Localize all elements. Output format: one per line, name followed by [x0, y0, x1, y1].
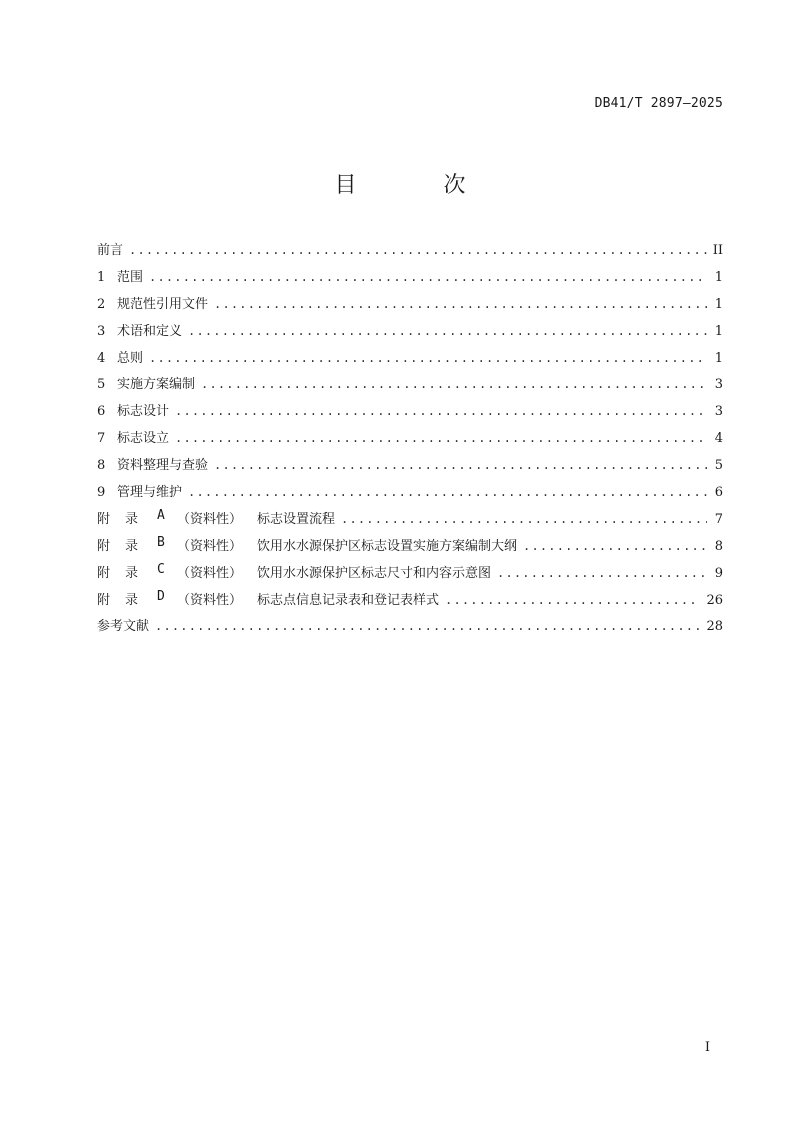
toc-leader-dots: [445, 593, 700, 607]
page-number: I: [704, 1040, 710, 1055]
toc-entry[interactable]: [97, 427, 723, 454]
toc-entry-number: 5: [97, 377, 106, 393]
annex-word-fu: 附: [97, 592, 111, 608]
annex-prefix: [97, 589, 257, 608]
toc-annex-entry[interactable]: [97, 589, 723, 616]
toc-entry-label: 管理与维护: [117, 485, 183, 501]
toc-entry[interactable]: [97, 481, 723, 508]
toc-annex-entry[interactable]: [97, 535, 723, 562]
toc-entry[interactable]: [97, 266, 723, 293]
annex-word-lu: 录: [125, 538, 139, 554]
toc-entry[interactable]: [97, 400, 723, 427]
toc-entry-references[interactable]: [97, 615, 723, 642]
annex-letter: D: [157, 588, 165, 604]
toc-entry-page: 6: [714, 485, 723, 501]
toc-leader-dots: [214, 458, 707, 472]
toc-entry-label: 术语和定义: [117, 323, 183, 339]
toc-entry-label: 标志设计: [117, 404, 170, 420]
annex-prefix: [97, 562, 257, 581]
annex-word-lu: 录: [125, 511, 139, 527]
toc-leader-dots: [214, 297, 707, 311]
toc-entry-label: 参考文献: [97, 619, 150, 635]
toc-entry-page: 3: [714, 404, 723, 420]
toc-entry-label: 规范性引用文件: [117, 296, 209, 312]
toc-entry-foreword[interactable]: [97, 239, 723, 266]
toc-entry-label: 前言: [97, 243, 124, 258]
toc-entry-number: 8: [97, 458, 106, 474]
toc-leader-dots: [188, 324, 707, 338]
toc-leader-dots: [149, 270, 707, 284]
toc-leader-dots: [497, 566, 707, 580]
annex-kind: （资料性）: [177, 511, 243, 527]
toc-entry-label: 标志点信息记录表和登记表样式: [257, 592, 440, 608]
toc-entry[interactable]: [97, 373, 723, 400]
toc-entry-number: 9: [97, 485, 106, 501]
annex-kind: （资料性）: [177, 592, 243, 608]
toc-entry-page: 5: [714, 458, 723, 474]
annex-kind: （资料性）: [177, 538, 243, 554]
toc-entry-page: 4: [714, 431, 723, 447]
annex-prefix: [97, 508, 257, 527]
annex-prefix: [97, 535, 257, 554]
toc-entry-label: 饮用水水源保护区标志尺寸和内容示意图: [257, 565, 492, 581]
page-title: 目 次: [334, 173, 506, 198]
annex-letter: C: [157, 561, 165, 577]
table-of-contents: [97, 239, 723, 642]
toc-entry-page: 26: [706, 592, 723, 608]
toc-entry-number: 4: [97, 350, 106, 366]
toc-leader-dots: [523, 539, 707, 553]
toc-leader-dots: [175, 404, 707, 418]
toc-entry-number: 2: [97, 296, 106, 312]
toc-leader-dots: [341, 512, 707, 526]
toc-entry[interactable]: [97, 293, 723, 320]
toc-entry[interactable]: [97, 347, 723, 374]
toc-annex-entry[interactable]: [97, 562, 723, 589]
toc-entry-label: 标志设立: [117, 431, 170, 447]
annex-letter: A: [157, 507, 165, 523]
toc-entry-page: 8: [714, 538, 723, 554]
annex-word-fu: 附: [97, 538, 111, 554]
toc-entry-label: 标志设置流程: [257, 511, 336, 527]
toc-entry-number: 1: [97, 269, 106, 285]
annex-letter: B: [157, 534, 165, 550]
annex-word-lu: 录: [125, 592, 139, 608]
annex-word-fu: 附: [97, 511, 111, 527]
toc-entry-page: 3: [714, 377, 723, 393]
annex-word-fu: 附: [97, 565, 111, 581]
toc-entry-page: 7: [714, 511, 723, 527]
toc-leader-dots: [201, 377, 707, 391]
toc-entry[interactable]: [97, 454, 723, 481]
document-code: DB41/T 2897—2025: [594, 96, 723, 111]
toc-leader-dots: [155, 619, 700, 633]
toc-entry[interactable]: [97, 320, 723, 347]
toc-leader-dots: [175, 431, 707, 445]
toc-entry-number: 7: [97, 431, 106, 447]
toc-entry-page: 1: [714, 296, 723, 312]
annex-kind: （资料性）: [177, 565, 243, 581]
toc-entry-page: 9: [714, 565, 723, 581]
toc-entry-number: 6: [97, 404, 106, 420]
toc-leader-dots: [149, 351, 707, 365]
toc-annex-entry[interactable]: [97, 508, 723, 535]
toc-entry-label: 总则: [117, 350, 144, 366]
toc-entry-label: 范围: [117, 269, 144, 285]
toc-leader-dots: [188, 485, 707, 499]
toc-entry-label: 资料整理与查验: [117, 458, 209, 474]
toc-entry-page: 1: [714, 269, 723, 285]
toc-entry-number: 3: [97, 323, 106, 339]
annex-word-lu: 录: [125, 565, 139, 581]
toc-entry-label: 饮用水水源保护区标志设置实施方案编制大纲: [257, 538, 518, 554]
toc-entry-page: II: [712, 243, 723, 258]
toc-entry-page: 28: [706, 619, 723, 635]
toc-entry-label: 实施方案编制: [117, 377, 196, 393]
toc-entry-page: 1: [714, 323, 723, 339]
toc-leader-dots: [129, 243, 707, 257]
toc-entry-page: 1: [714, 350, 723, 366]
